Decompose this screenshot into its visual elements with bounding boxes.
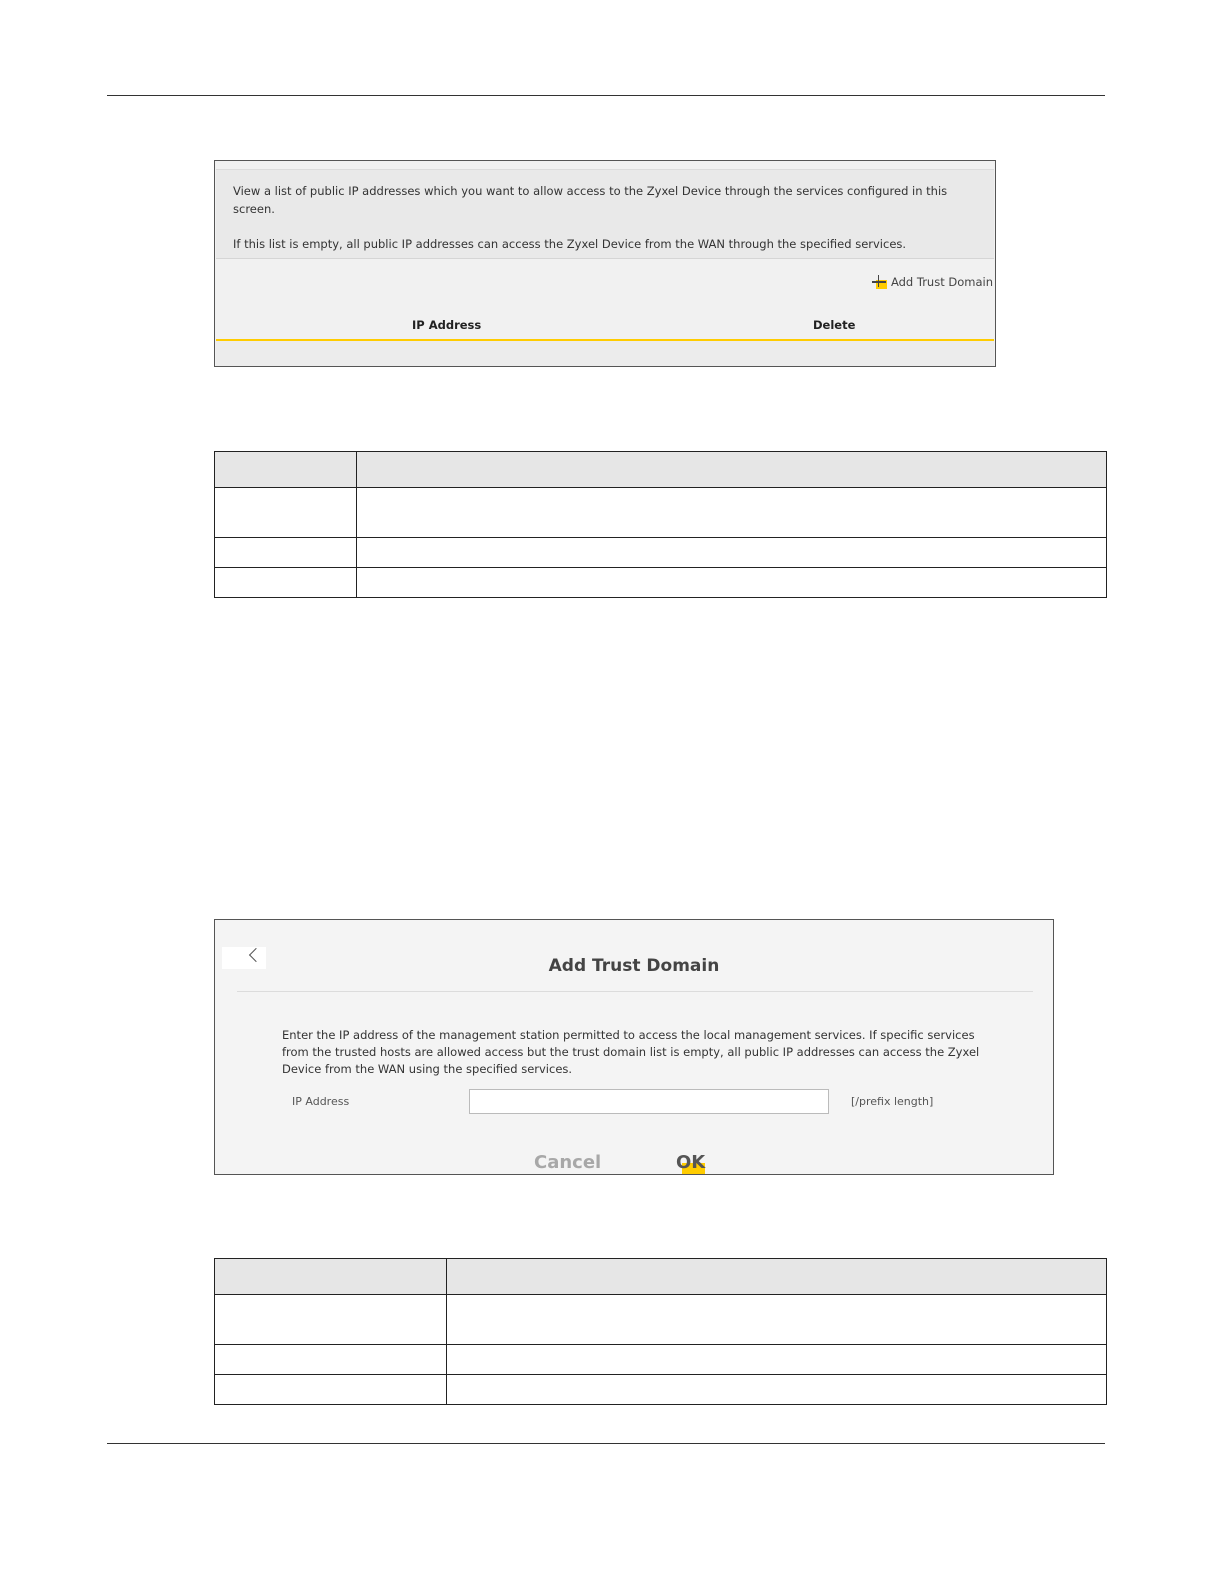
table-header-row (215, 452, 1107, 488)
plus-icon (872, 275, 888, 289)
table-row (215, 488, 1107, 538)
trust-domain-screen (214, 160, 996, 367)
intro-text: View a list of public IP addresses which you want to allow access to the Zyxel Device through the services configured in this screen. (233, 184, 948, 216)
table-row (215, 568, 1107, 598)
table-row (215, 1375, 1107, 1405)
intro-box (216, 169, 994, 259)
ip-address-input[interactable] (469, 1089, 829, 1114)
field-description-table-1 (214, 451, 1107, 598)
field-description-table-2 (214, 1258, 1107, 1405)
cancel-button[interactable]: Cancel (534, 1152, 602, 1173)
table-row (216, 341, 994, 366)
column-header-ip-address: IP Address (412, 318, 482, 332)
table-row (215, 538, 1107, 568)
column-header-delete: Delete (813, 318, 856, 332)
ip-address-label: IP Address (292, 1095, 350, 1108)
title-divider (237, 991, 1033, 992)
prefix-length-hint: [/prefix length] (851, 1095, 934, 1108)
add-trust-domain-label: Add Trust Domain (890, 275, 993, 289)
page-title: Add Trust Domain (548, 956, 720, 976)
ok-button[interactable]: OK (676, 1152, 706, 1173)
table-row (215, 1345, 1107, 1375)
table-header-row (215, 1259, 1107, 1295)
description-text: Enter the IP address of the management station permitted to access the local management services. If specific services from the trusted hosts are allowed access but the trust domain list is empty, all public IP addresses can access the Zyxel Device from the WAN using the specified services. (282, 1028, 980, 1076)
table-row (215, 1295, 1107, 1345)
header-rule (107, 95, 1105, 96)
add-trust-domain-screen (214, 919, 1054, 1175)
intro-note: If this list is empty, all public IP addresses can access the Zyxel Device from the WAN through the specified services. (233, 237, 907, 251)
add-trust-domain-button[interactable] (872, 275, 993, 289)
footer-rule (107, 1443, 1105, 1444)
